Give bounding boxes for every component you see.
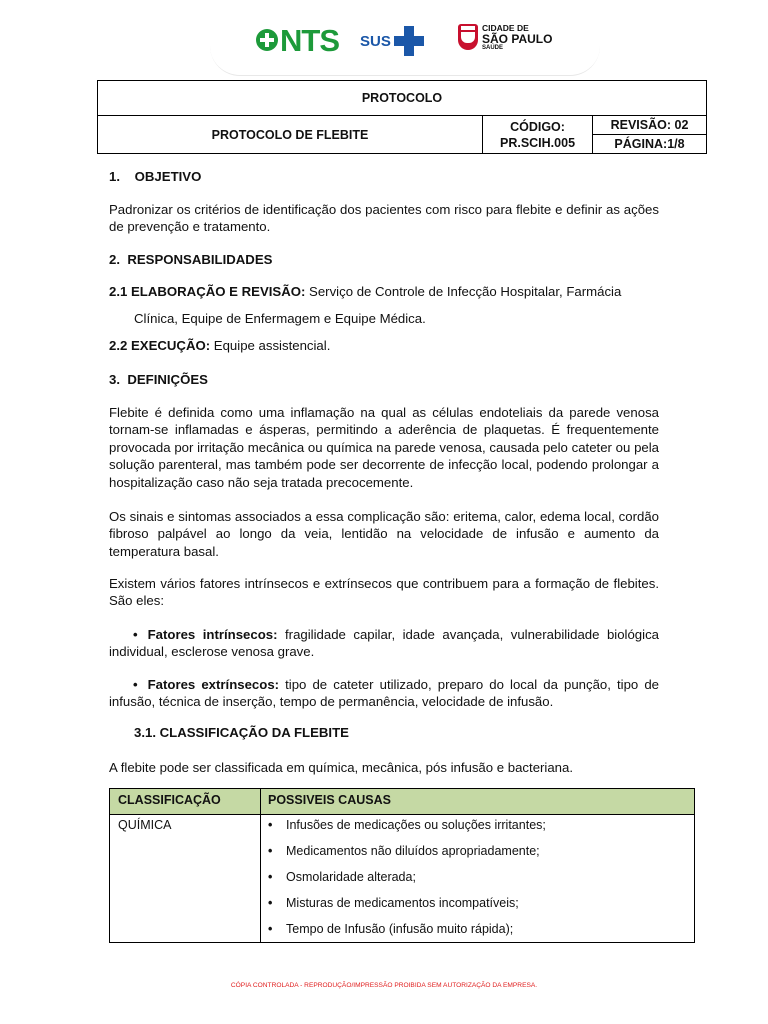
column-header-causes: POSSIVEIS CAUSAS: [268, 793, 391, 807]
section-3-1-text: A flebite pode ser classificada em química, mecânica, pós infusão e bacteriana.: [109, 760, 574, 775]
section-2-heading: 2. RESPONSABILIDADES: [109, 252, 273, 267]
extrinsic-factors-item: [109, 676, 659, 711]
list-item: [268, 842, 688, 868]
revision-cell: REVISÃO: 02: [593, 116, 706, 135]
sao-paulo-logo-text: [482, 24, 552, 51]
sus-cross-icon: [394, 26, 424, 56]
section-3-paragraph-1: Flebite é definida como uma inflamação na qual as células endoteliais da parede venosa tornam-se inflamadas e ásperas, permitindo a aderência de plaquetas. É frequentemente provocada por irritação mecânica ou química na parede venosa, causada pelo cateter ou pela solução parenteral, mas também pode ser decorrente de infecção local, podendo prolongar a hospitalização caso não seja tratada precocemente.: [109, 405, 659, 490]
doc-code-cell: [483, 116, 593, 153]
nts-logo-text: NTS: [280, 22, 339, 58]
section-2-1-text: Serviço de Controle de Infecção Hospitalar, Farmácia: [305, 284, 622, 299]
sus-logo: [360, 26, 424, 56]
doc-title-cell: PROTOCOLO DE FLEBITE: [98, 116, 483, 153]
doc-type-cell: PROTOCOLO: [98, 81, 706, 116]
cause-text: Tempo de Infusão (infusão muito rápida);: [286, 922, 514, 936]
sp-logo-line3: SAÚDE: [482, 44, 504, 51]
sao-paulo-crest-icon: [458, 24, 478, 50]
sp-logo-line2: SÃO PAULO: [482, 31, 553, 46]
bullet-icon: •: [268, 818, 273, 832]
controlled-copy-footer: CÓPIA CONTROLADA - REPRODUÇÃO/IMPRESSÃO PROIBIDA SEM AUTORIZAÇÃO DA EMPRESA.: [230, 982, 538, 989]
bullet-icon: •: [268, 896, 273, 910]
intrinsic-factors-item: [109, 626, 659, 661]
nts-cross-icon: [256, 29, 278, 51]
bullet-icon: •: [268, 870, 273, 884]
causes-list: [268, 816, 688, 946]
section-3-heading: 3. DEFINIÇÕES: [109, 372, 208, 387]
section-1-heading: 1. OBJETIVO: [109, 169, 202, 184]
classification-table-header: [110, 789, 694, 815]
classification-table: [109, 788, 695, 943]
cause-text: Medicamentos não diluídos apropriadamente;: [286, 844, 540, 858]
section-3-1-heading: 3.1. CLASSIFICAÇÃO DA FLEBITE: [134, 725, 349, 740]
page-cell: PÁGINA:1/8: [614, 137, 685, 151]
sao-paulo-logo: [458, 24, 552, 51]
list-item: [268, 894, 688, 920]
table-column-divider: [260, 789, 261, 942]
section-2-1-line: [109, 283, 661, 300]
document-header-table: [97, 80, 707, 154]
intrinsic-factors-text: fragilidade capilar, idade avançada, vulnerabilidade biológica individual, esclerose venosa grave.: [109, 627, 659, 660]
bullet-icon: •: [133, 627, 138, 642]
column-header-classification: CLASSIFICAÇÃO: [118, 793, 221, 807]
cause-text: Infusões de medicações ou soluções irritantes;: [286, 818, 546, 832]
nts-logo: [256, 22, 339, 58]
section-2-2-label: 2.2 EXECUÇÃO:: [109, 338, 211, 353]
section-2-2-line: [109, 337, 659, 354]
cause-text: Osmolaridade alterada;: [286, 870, 416, 884]
extrinsic-factors-text: tipo de cateter utilizado, preparo do local da punção, tipo de infusão, técnica de inserção, tempo de permanência, velocidade de infusão.: [109, 677, 660, 710]
intrinsic-factors-label: Fatores intrínsecos:: [147, 627, 278, 642]
bullet-icon: •: [268, 922, 273, 936]
list-item: [268, 816, 688, 842]
code-label: CÓDIGO:: [510, 119, 565, 134]
logo-band: [210, 2, 600, 76]
bullet-icon: •: [268, 844, 273, 858]
section-3-paragraph-2: Os sinais e sintomas associados a essa complicação são: eritema, calor, edema local, cordão fibroso palpável ao longo da veia, lentidão na velocidade de infusão e aumento da temperatura basal.: [109, 509, 659, 559]
section-1-text: Padronizar os critérios de identificação dos pacientes com risco para flebite e definir as ações de prevenção e tratamento.: [109, 202, 659, 235]
sus-logo-text: SUS: [360, 32, 391, 50]
bullet-icon: •: [133, 677, 138, 692]
section-2-1-continuation: Clínica, Equipe de Enfermagem e Equipe Médica.: [134, 311, 426, 326]
extrinsic-factors-label: Fatores extrínsecos:: [147, 677, 280, 692]
sp-logo-line1: CIDADE DE: [482, 23, 529, 33]
list-item: [268, 868, 688, 894]
section-2-2-text: Equipe assistencial.: [210, 338, 331, 353]
section-3-paragraph-3: Existem vários fatores intrínsecos e extrínsecos que contribuem para a formação de flebites. São eles:: [109, 576, 659, 609]
classification-category-cell: QUÍMICA: [118, 818, 172, 832]
cause-text: Misturas de medicamentos incompatíveis;: [286, 896, 519, 910]
code-value: PR.SCIH.005: [499, 135, 576, 150]
list-item: [268, 920, 688, 946]
section-2-1-label: 2.1 ELABORAÇÃO E REVISÃO:: [109, 284, 306, 299]
